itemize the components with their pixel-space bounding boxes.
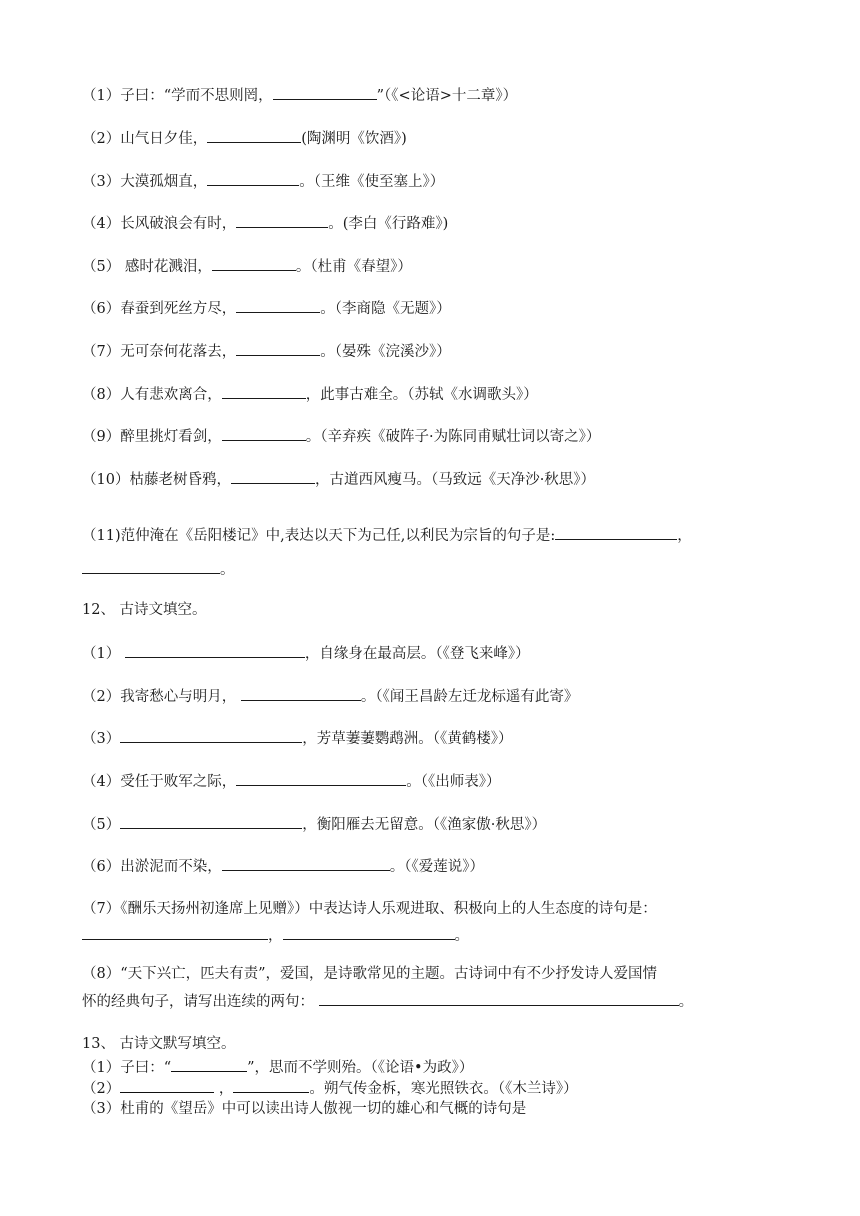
item-text: （5） 感时花溅泪，: [82, 259, 212, 275]
question-12-item-2: [82, 685, 578, 707]
item-source: 。（杜甫《春望》）: [295, 259, 412, 275]
item-text: 怀的经典句子，请写出连续的两句：: [82, 994, 319, 1010]
punctuation: ，: [214, 1081, 234, 1097]
item-text: （8）人有悲欢离合，: [82, 387, 222, 403]
item-text: （6）出淤泥而不染，: [82, 859, 222, 875]
item-source: 。（晏殊《浣溪沙》）: [320, 344, 451, 360]
item-source: ，古道西风瘦马。（马致远《天净沙·秋思》）: [314, 472, 596, 488]
answer-blank[interactable]: [120, 813, 302, 829]
item-text: （3）大漠孤烟直，: [82, 174, 208, 190]
question-11-item-4: [82, 212, 448, 234]
item-source: ”，思而不学则殆。（《论语•为政》）: [247, 1060, 474, 1076]
item-text: （7）《酬乐天扬州初逢席上见赠》）中表达诗人乐观进取、积极向上的人生态度的诗句是：: [82, 901, 657, 917]
punctuation: ，: [268, 928, 283, 944]
question-12-item-8-line-2: [82, 990, 693, 1012]
answer-blank[interactable]: [171, 1056, 247, 1072]
item-text: （4）受任于败军之际，: [82, 774, 237, 790]
answer-blank[interactable]: [319, 990, 679, 1006]
item-source: 。（王维《使至塞上》）: [299, 174, 445, 190]
question-11-item-11: [82, 524, 692, 546]
question-11-item-2: [82, 127, 407, 149]
answer-blank[interactable]: [207, 170, 299, 186]
answer-blank[interactable]: [222, 855, 390, 871]
item-source: ，此事古难全。（苏轼《水调歌头》）: [305, 387, 538, 403]
question-11-item-8: [82, 383, 538, 405]
answer-blank[interactable]: [236, 297, 320, 313]
question-11-item-1: [82, 84, 517, 106]
answer-blank[interactable]: [222, 425, 306, 441]
item-text: （9）醉里挑灯看剑，: [82, 429, 222, 445]
question-12-item-7-line-2: [82, 924, 469, 946]
question-12-item-7: [82, 899, 657, 919]
answer-blank[interactable]: [283, 924, 455, 940]
item-text: （6）春蚕到死丝方尽，: [82, 301, 237, 317]
answer-blank[interactable]: [231, 468, 315, 484]
question-12-item-5: [82, 813, 546, 835]
answer-blank[interactable]: [236, 212, 328, 228]
item-text: （4）长风破浪会有时，: [82, 216, 237, 232]
item-text: （8）“天下兴亡，匹夫有责”，爱国，是诗歌常见的主题。古诗词中有不少抒发诗人爱国情: [82, 966, 658, 982]
item-text: （7）无可奈何花落去，: [82, 344, 237, 360]
answer-blank[interactable]: [233, 1077, 309, 1093]
question-12-item-8: [82, 964, 657, 984]
item-source: 。（《爱莲说》）: [389, 859, 484, 875]
punctuation: ，: [677, 528, 692, 544]
question-11-item-6: [82, 297, 451, 319]
punctuation: 。: [454, 928, 469, 944]
item-source: 。（《闻王昌龄左迁龙标遥有此寄》: [360, 689, 579, 705]
question-11-item-5: [82, 255, 412, 277]
question-13-item-1: [82, 1056, 473, 1078]
answer-blank[interactable]: [212, 255, 296, 271]
item-source: ，芳草萋萋鹦鹉洲。（《黄鹤楼》）: [302, 731, 513, 747]
question-13-heading: 13、 古诗文默写填空。: [82, 1036, 236, 1052]
question-11-item-9: [82, 425, 600, 447]
answer-blank[interactable]: [125, 642, 305, 658]
question-11-item-11-line-2: [82, 558, 235, 580]
answer-blank[interactable]: [207, 127, 301, 143]
answer-blank[interactable]: [120, 727, 302, 743]
answer-blank[interactable]: [241, 685, 361, 701]
item-text: （11)范仲淹在《岳阳楼记》中,表达以天下为己任,以利民为宗旨的句子是:: [82, 528, 556, 544]
item-source: ”（《<论语>十二章》）: [376, 88, 518, 104]
item-text: （2）: [82, 1081, 121, 1097]
item-source: 。（《出师表》）: [406, 774, 501, 790]
item-source: 。（李商隐《无题》）: [320, 301, 451, 317]
punctuation: 。: [220, 562, 235, 578]
question-12-item-4: [82, 770, 500, 792]
item-source: 。（辛弃疾《破阵子·为陈同甫赋壮词以寄之》）: [305, 429, 601, 445]
question-12-item-6: [82, 855, 484, 877]
answer-blank[interactable]: [236, 770, 406, 786]
answer-blank[interactable]: [273, 84, 377, 100]
item-text: （1）子曰：“: [82, 1060, 172, 1076]
item-text: （2）我寄愁心与明月，: [82, 689, 241, 705]
question-11-item-7: [82, 340, 451, 362]
item-text: （10）枯藤老树昏鸦，: [82, 472, 231, 488]
item-text: （1）: [82, 646, 125, 662]
item-text: （5）: [82, 817, 121, 833]
answer-blank[interactable]: [120, 1077, 214, 1093]
item-text: （1）子曰：“学而不思则罔，: [82, 88, 273, 104]
question-12-item-3: [82, 727, 512, 749]
question-13-item-3: （3）杜甫的《望岳》中可以读出诗人傲视一切的雄心和气概的诗句是: [82, 1101, 527, 1117]
answer-blank[interactable]: [555, 524, 677, 540]
item-text: （3）: [82, 731, 121, 747]
punctuation: 。: [678, 994, 694, 1010]
question-12-heading: 12、 古诗文填空。: [82, 602, 207, 618]
item-source: 。朔气传金柝，寒光照铁衣。（《木兰诗》）: [309, 1081, 578, 1097]
answer-blank[interactable]: [236, 340, 320, 356]
item-source: ，衡阳雁去无留意。（《渔家傲·秋思》）: [302, 817, 547, 833]
question-12-item-1: [82, 642, 530, 664]
answer-blank[interactable]: [222, 383, 306, 399]
answer-blank[interactable]: [82, 924, 268, 940]
item-source: (陶渊明《饮酒》): [301, 131, 407, 147]
question-13-item-2: [82, 1077, 578, 1099]
item-text: （2）山气日夕佳，: [82, 131, 208, 147]
question-11-item-3: [82, 170, 444, 192]
item-source: ，自缘身在最高层。（《登飞来峰》）: [304, 646, 530, 662]
question-11-item-10: [82, 468, 595, 490]
answer-blank[interactable]: [82, 558, 220, 574]
item-source: 。(李白《行路难》): [328, 216, 449, 232]
